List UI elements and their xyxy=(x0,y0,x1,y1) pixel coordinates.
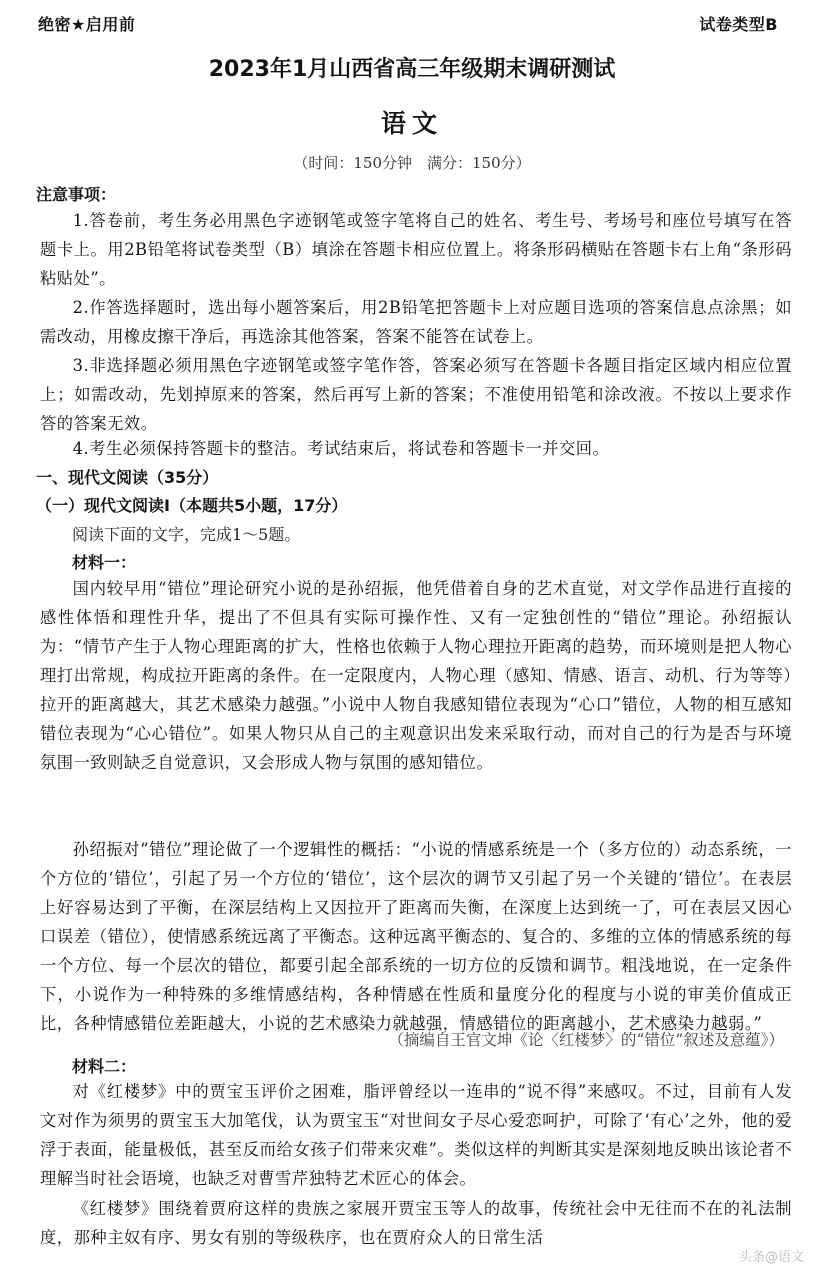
section-heading: 一、现代文阅读（35分） xyxy=(36,468,219,487)
material-two-label: 材料二： xyxy=(72,1057,137,1076)
notice-item-1: 1.答卷前，考生务必用黑色字迹钢笔或签字笔将自己的姓名、考生号、考场号和座位号填写在答题卡上。用2B铅笔将试卷类型（B）填涂在答题卡相应位置上。将条形码横贴在答题卡右上角“条形码粘贴处”。 xyxy=(40,211,792,288)
notice-item-2: 2.作答选择题时，选出每小题答案后，用2B铅笔把答题卡上对应题目选项的答案信息点涂黑；如需改动，用橡皮擦干净后，再选涂其他答案，答案不能答在试卷上。 xyxy=(40,298,792,346)
notice-item-3: 3.非选择题必须用黑色字迹钢笔或签字笔作答，答案必须写在答题卡各题目指定区域内相应位置上；如需改动，先划掉原来的答案，然后再写上新的答案；不准使用铅笔和涂改液。不按以上要求作答的答案无效。 xyxy=(40,356,792,433)
subject-title: 语文 xyxy=(380,109,443,138)
material-one-paragraph-1: 国内较早用“错位”理论研究小说的是孙绍振，他凭借着自身的艺术直觉，对文学作品进行直接的感性体悟和理性升华，提出了不但具有实际可操作性、又有一定独创性的“错位”理论。孙绍振认为：“情节产生于人物心理距离的扩大，性格也依赖于人物心理拉开距离的趋势，而环境则是把人物心理打出常规，构成拉开距离的条件。在一定限度内，人物心理（感知、情感、语言、动机、行为等等）拉开的距离越大，其艺术感染力越强。”小说中人物自我感知错位表现为“心口”错位，人物的相互感知错位表现为“心心错位”。如果人物只从自己的主观意识出发来采取行动，而对自己的行为是否与环境氛围一致则缺乏自觉意识，又会形成人物与氛围的感知错位。 xyxy=(40,579,792,772)
subsection-heading: （一）现代文阅读Ⅰ（本题共5小题，17分） xyxy=(36,496,348,515)
material-two-paragraph-1: 对《红楼梦》中的贾宝玉评价之困难，脂评曾经以一连串的“说不得”来感叹。不过，目前有人发文对作为须男的贾宝玉大加笔伐，认为贾宝玉“对世间女子尽心爱恋呵护，可除了‘有心’之外，他的爱浮于表面，能量极低，甚至反而给女孩子们带来灾难”。类似这样的判断其实是深刻地反映出该论者不理解当时社会语境，也缺乏对曹雪芹独特艺术匠心的体会。 xyxy=(40,1082,792,1188)
notice-item-4: 4.考生必须保持答题卡的整洁。考试结束后，将试卷和答题卡一并交回。 xyxy=(72,439,610,458)
exam-title: 2023年1月山西省高三年级期末调研测试 xyxy=(208,57,616,82)
time-info: （时间：150分钟 满分：150分） xyxy=(293,154,531,172)
confidential-label: 绝密★启用前 xyxy=(38,15,136,34)
paper-type-label: 试卷类型B xyxy=(699,15,778,34)
material-one-paragraph-2: 孙绍振对“错位”理论做了一个逻辑性的概括：“小说的情感系统是一个（多方位的）动态系统，一个方位的‘错位’，引起了另一个方位的‘错位’，这个层次的调节又引起了另一个关键的‘错位’。在表层上好容易达到了平衡，在深层结构上又因拉开了距离而失衡，在深度上达到统一了，可在表层又因心口误差（错位），使情感系统远离了平衡态。这种远离平衡态的、复合的、多维的立体的情感系统的每一个方位、每一个层次的错位，都要引起全部系统的一切方位的反馈和调节。粗浅地说，在一定条件下，小说作为一种特殊的多维情感结构，各种情感在性质和量度分化的程度与小说的审美价值成正比，各种情感错位差距越大，小说的艺术感染力就越强，情感错位的距离越小，艺术感染力越弱。” xyxy=(40,840,792,1033)
reading-instruction: 阅读下面的文字，完成1～5题。 xyxy=(72,525,301,544)
watermark-logo: 头条@语文 xyxy=(738,1250,804,1265)
material-one-source: （摘编自王官文坤《论〈红楼梦〉的“错位”叙述及意蕴》） xyxy=(388,1031,784,1049)
material-one-label: 材料一： xyxy=(72,553,137,572)
notice-heading: 注意事项： xyxy=(36,185,117,204)
material-two-paragraph-2: 《红楼梦》围绕着贾府这样的贵族之家展开贾宝玉等人的故事，传统社会中无往而不在的礼法制度，那种主奴有序、男女有别的等级秩序，也在贾府众人的日常生活 xyxy=(40,1199,792,1247)
